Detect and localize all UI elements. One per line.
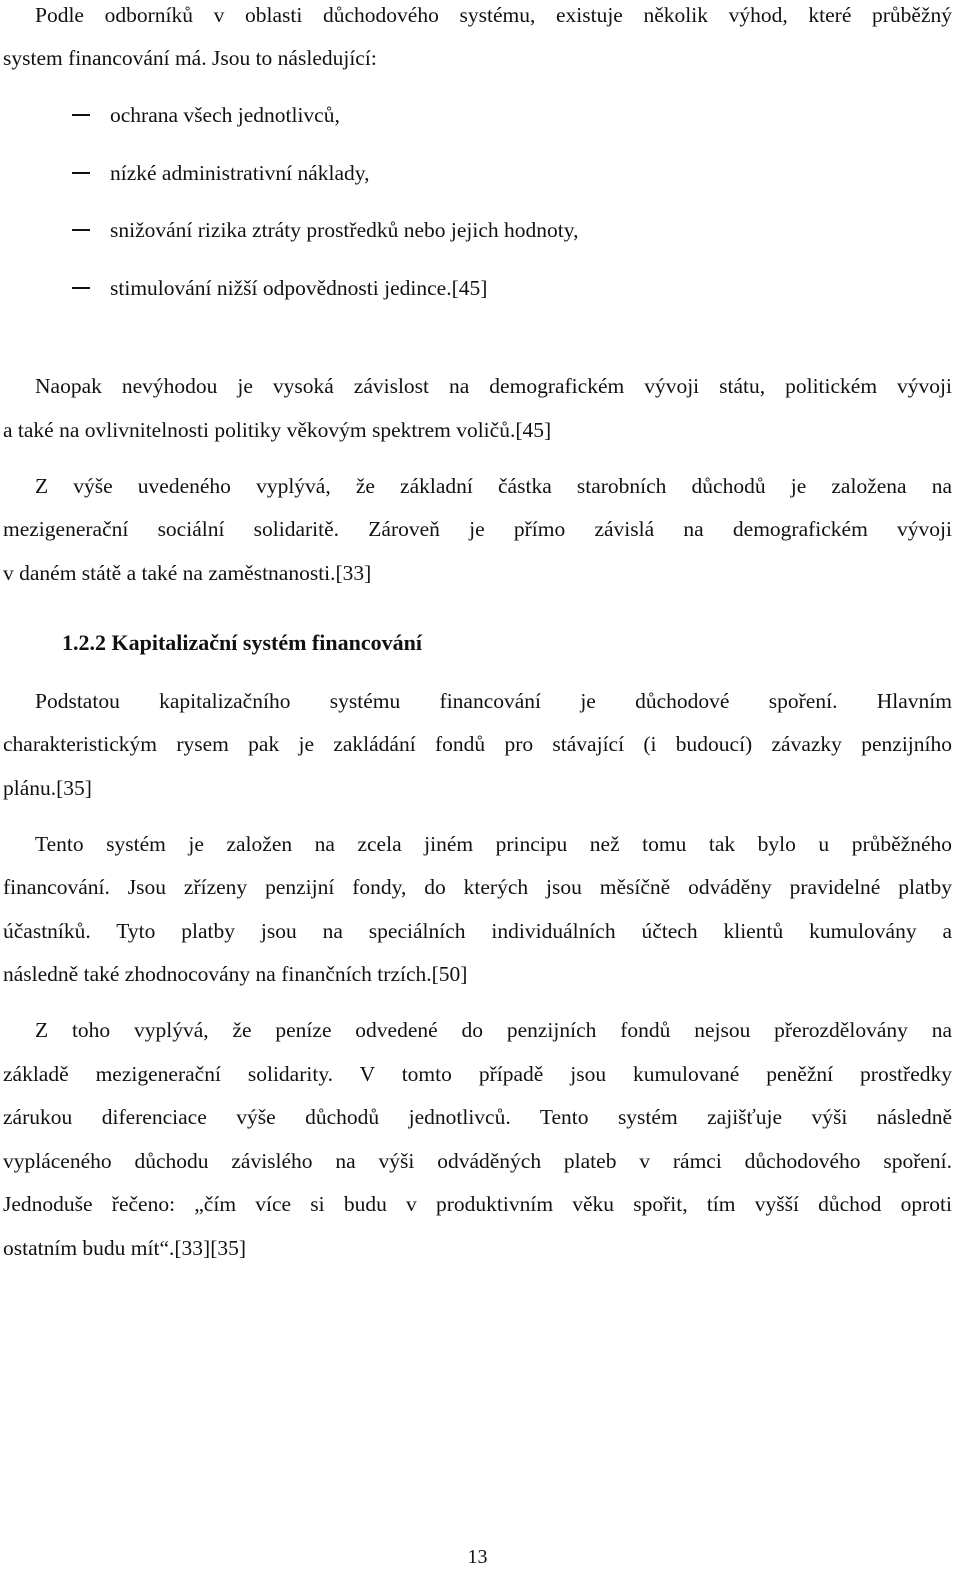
principle-line-3: účastníků. Tyto platby jsou na speciálních individuálních účtech klientů kumulovány a (3, 919, 952, 943)
conclusion-line-2: mezigenerační sociální solidaritě. Zároveň je přímo závislá na demografickém vývoji (3, 517, 952, 541)
conclusion-line-1: Z výše uvedeného vyplývá, že základní částka starobních důchodů je založena na (35, 474, 952, 498)
intro-line-2: system financování má. Jsou to následující: (3, 46, 377, 70)
section-heading: 1.2.2 Kapitalizační systém financování (62, 630, 422, 655)
principle-line-1: Tento systém je založen na zcela jiném principu než tomu tak bylo u průběžného (35, 832, 952, 856)
basis-line-2: charakteristickým rysem pak je zakládání fondů pro stávající (i budoucí) závazky penzijního (3, 732, 952, 756)
intro-line-1: Podle odborníků v oblasti důchodového systému, existuje několik výhod, které průběžný (35, 3, 952, 27)
disadvantage-line-2: a také na ovlivnitelnosti politiky věkovým spektrem voličů.[45] (3, 418, 552, 442)
dash-bullet-icon (72, 172, 90, 174)
result-line-6: ostatním budu mít“.[33][35] (3, 1236, 247, 1260)
result-line-3: zárukou diferenciace výše důchodů jednotlivců. Tento systém zajišťuje výši následně (3, 1105, 952, 1129)
result-line-4: vypláceného důchodu závislého na výši odváděných plateb v rámci důchodového spoření. (3, 1149, 952, 1173)
page-number: 13 (467, 1546, 488, 1568)
result-line-1: Z toho vyplývá, že peníze odvedené do penzijních fondů nejsou přerozdělovány na (35, 1018, 952, 1042)
result-line-2: základě mezigenerační solidarity. V tomto případě jsou kumulované peněžní prostředky (3, 1062, 952, 1086)
disadvantage-line-1: Naopak nevýhodou je vysoká závislost na demografickém vývoji státu, politickém vývoji (35, 374, 952, 398)
dash-bullet-icon (72, 287, 90, 289)
list-item: ochrana všech jednotlivců, (110, 103, 340, 127)
principle-line-2: financování. Jsou zřízeny penzijní fondy, do kterých jsou měsíčně odváděny pravidelné platby (3, 875, 952, 899)
result-line-5: Jednoduše řečeno: „čím více si budu v produktivním věku spořit, tím vyšší důchod oproti (3, 1192, 952, 1216)
dash-bullet-icon (72, 114, 90, 116)
principle-line-4: následně také zhodnocovány na finančních trzích.[50] (3, 962, 468, 986)
basis-line-3: plánu.[35] (3, 776, 92, 800)
dash-bullet-icon (72, 229, 90, 231)
list-item: nízké administrativní náklady, (110, 161, 370, 185)
basis-line-1: Podstatou kapitalizačního systému financování je důchodové spoření. Hlavním (35, 689, 952, 713)
conclusion-line-3: v daném státě a také na zaměstnanosti.[33] (3, 561, 372, 585)
list-item: stimulování nižší odpovědnosti jedince.[45] (110, 276, 488, 300)
list-item: snižování rizika ztráty prostředků nebo jejich hodnoty, (110, 218, 579, 242)
